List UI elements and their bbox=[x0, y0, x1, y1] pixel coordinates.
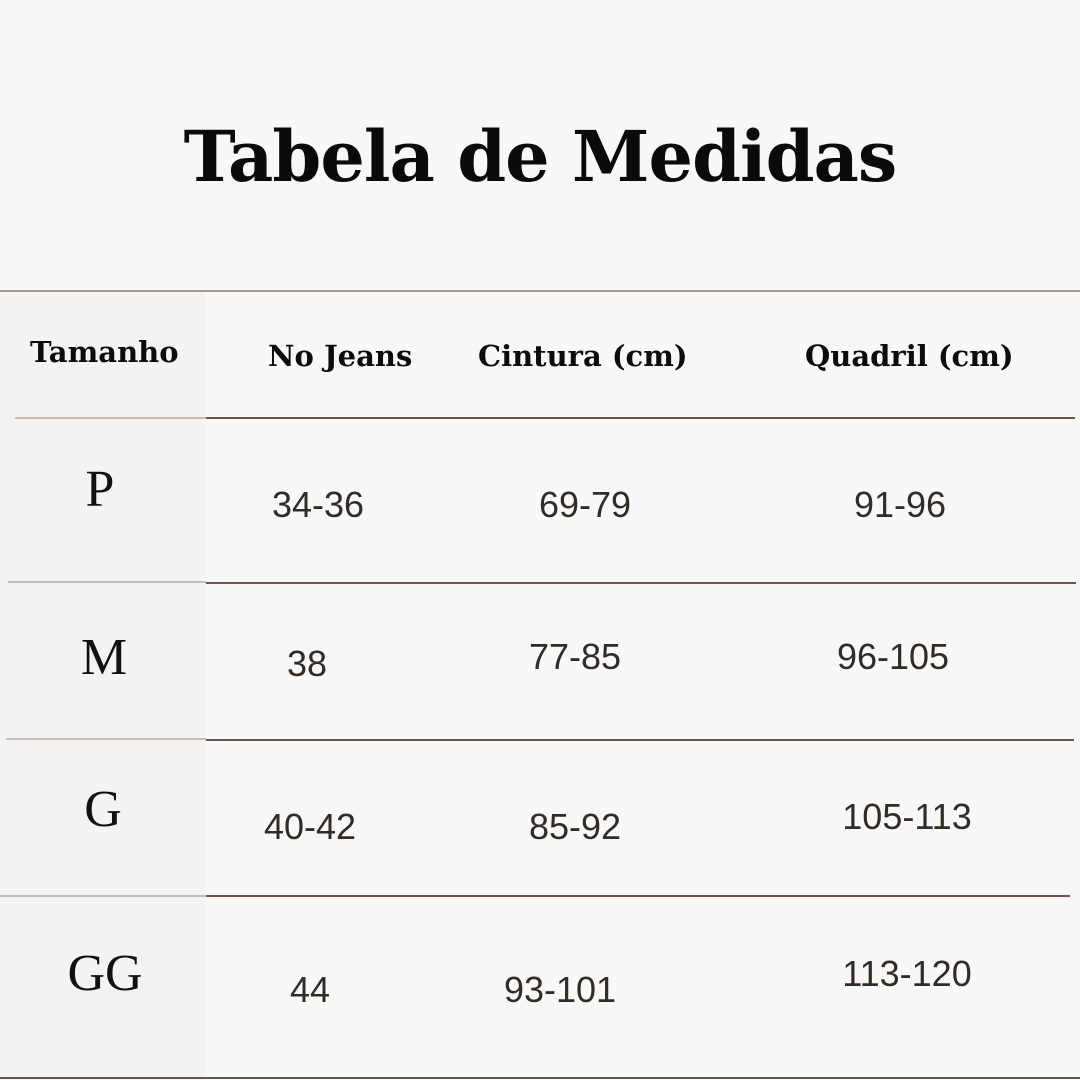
table-bottom-rule bbox=[0, 1077, 1080, 1079]
waist-cell: 77-85 bbox=[528, 636, 622, 677]
jeans-cell: 38 bbox=[286, 643, 328, 684]
header-size: Tamanho bbox=[30, 335, 179, 369]
waist-cell: 85-92 bbox=[528, 806, 622, 847]
hip-cell: 91-96 bbox=[853, 484, 947, 525]
header-jeans: No Jeans bbox=[268, 339, 413, 373]
page-title: Tabela de Medidas bbox=[183, 115, 897, 198]
header-waist: Cintura (cm) bbox=[478, 339, 688, 373]
size-cell: M bbox=[80, 629, 128, 686]
waist-cell: 93-101 bbox=[503, 969, 617, 1010]
hip-cell: 105-113 bbox=[842, 796, 972, 837]
row-divider bbox=[8, 581, 206, 583]
row-divider bbox=[0, 895, 206, 897]
header-hip: Quadril (cm) bbox=[805, 339, 1014, 373]
row-divider bbox=[206, 417, 1075, 419]
row-divider bbox=[206, 895, 1070, 897]
size-cell: P bbox=[85, 461, 115, 518]
jeans-cell: 44 bbox=[289, 969, 331, 1010]
jeans-cell: 34-36 bbox=[271, 484, 365, 525]
size-cell: G bbox=[84, 781, 122, 838]
row-divider bbox=[206, 582, 1076, 584]
hip-cell: 96-105 bbox=[836, 636, 950, 677]
row-divider bbox=[6, 738, 206, 740]
table-top-rule bbox=[0, 290, 1080, 292]
waist-cell: 69-79 bbox=[538, 484, 632, 525]
jeans-cell: 40-42 bbox=[263, 806, 357, 847]
row-divider bbox=[15, 417, 206, 419]
size-cell: GG bbox=[67, 945, 143, 1002]
hip-cell: 113-120 bbox=[842, 953, 972, 994]
row-divider bbox=[206, 739, 1074, 741]
